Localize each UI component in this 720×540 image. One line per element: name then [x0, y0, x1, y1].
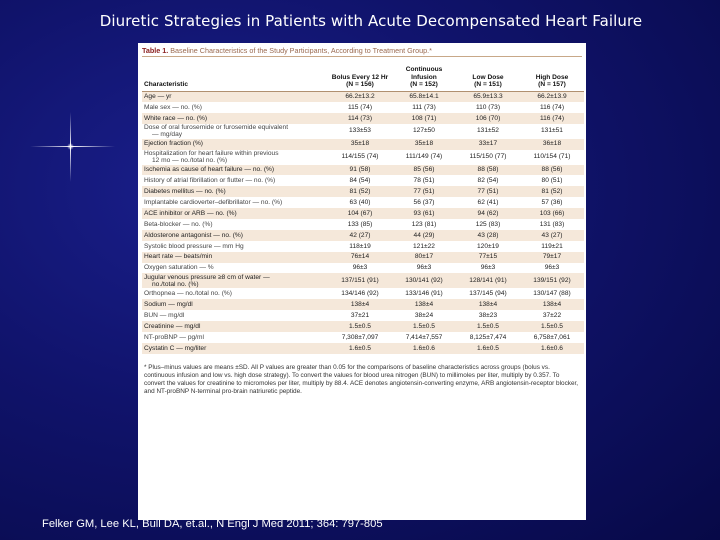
column-header-line: (N = 152) — [410, 81, 438, 88]
cell-value: 130/141 (92) — [392, 273, 456, 288]
cell-value: 8,125±7,474 — [469, 333, 507, 341]
cell-value: 93 (61) — [392, 208, 456, 219]
table-document — [138, 43, 586, 520]
table-row — [142, 186, 584, 197]
column-header-line: (N = 156) — [346, 81, 374, 88]
table-row — [142, 197, 584, 208]
cell-value: 77±15 — [456, 252, 520, 263]
cell-value: 1.5±0.5 — [392, 321, 456, 332]
table-row — [142, 288, 584, 299]
cell-value: 38±24 — [414, 311, 434, 319]
column-header-line: High Dose — [535, 73, 569, 81]
cell-value: 139/151 (92) — [520, 273, 584, 288]
table-row — [142, 124, 584, 139]
cell-value: 1.5±0.5 — [328, 321, 392, 332]
row-label — [142, 310, 328, 321]
row-label — [142, 186, 328, 197]
cell-value: 106 (70) — [456, 113, 520, 124]
row-label — [142, 321, 328, 332]
cell-value: 111/149 (74) — [405, 153, 443, 161]
row-label-line: Age — yr — [144, 92, 172, 100]
cell-value: 80±17 — [392, 252, 456, 263]
cell-value: 115/150 (77) — [469, 153, 507, 161]
cell-value: 37±22 — [542, 311, 562, 319]
citation: Felker GM, Lee KL, Bull DA, et.al., N Engl J Med 2011; 364: 797-805 — [42, 518, 383, 530]
cell-value: 137/151 (91) — [328, 273, 392, 288]
row-label-line: — mg/day — [152, 131, 183, 139]
row-label-line: Diabetes mellitus — no. (%) — [144, 188, 226, 196]
column-header-group — [520, 58, 584, 91]
cell-value: 82 (54) — [477, 177, 499, 185]
cell-value: 131±52 — [477, 127, 499, 135]
cell-value: 63 (40) — [349, 198, 371, 206]
cell-value: 114 (73) — [328, 113, 392, 124]
cell-value: 81 (52) — [328, 186, 392, 197]
row-label-line: Aldosterone antagonist — no. (%) — [144, 231, 243, 239]
cell-value: 84 (54) — [349, 177, 371, 185]
row-label — [142, 91, 328, 102]
cell-value: 80 (51) — [541, 177, 563, 185]
cell-value: 43 (28) — [456, 230, 520, 241]
cell-value: 33±17 — [456, 139, 520, 150]
row-label-line: Dose of oral furosemide or furosemide equivalent — [144, 123, 289, 131]
cell-value: 121±22 — [413, 242, 435, 250]
cell-value: 77 (51) — [456, 186, 520, 197]
row-label — [142, 288, 328, 299]
sparkle-decoration-center — [67, 143, 74, 150]
cell-value: 88 (56) — [520, 165, 584, 176]
cell-value: 7,414±7,557 — [405, 333, 443, 341]
cell-value: 120±19 — [477, 242, 499, 250]
cell-value: 96±3 — [480, 264, 496, 272]
row-label — [142, 252, 328, 263]
cell-value: 131±51 — [541, 127, 563, 135]
cell-value: 1.6±0.5 — [456, 343, 520, 354]
cell-value: 88 (58) — [456, 165, 520, 176]
table-header-row — [142, 58, 584, 91]
cell-value: 94 (62) — [456, 208, 520, 219]
table-row — [142, 252, 584, 263]
row-label-line: Ischemia as cause of heart failure — no. (%) — [144, 166, 275, 174]
cell-value: 43 (27) — [520, 230, 584, 241]
cell-value: 66.2±13.2 — [328, 91, 392, 102]
row-label — [142, 113, 328, 124]
cell-value: 108 (71) — [392, 113, 456, 124]
column-header-line: Bolus Every 12 Hr — [331, 73, 389, 81]
column-header-line: Continuous Infusion — [405, 66, 443, 81]
table-row — [142, 299, 584, 310]
cell-value: 36±18 — [520, 139, 584, 150]
cell-value: 81 (52) — [520, 186, 584, 197]
column-header-group — [328, 58, 392, 91]
row-label — [142, 332, 328, 343]
cell-value: 42 (27) — [328, 230, 392, 241]
cell-value: 1.6±0.6 — [392, 343, 456, 354]
table-row — [142, 102, 584, 113]
cell-value: 116 (74) — [539, 103, 565, 111]
cell-value: 65.8±14.1 — [392, 91, 456, 102]
column-header-characteristic — [142, 58, 328, 91]
cell-value: 1.5±0.5 — [456, 321, 520, 332]
row-label-line: Orthopnea — no./total no. (%) — [144, 290, 232, 298]
cell-value: 35±18 — [392, 139, 456, 150]
cell-value: 56 (37) — [413, 198, 435, 206]
row-label — [142, 208, 328, 219]
cell-value: 1.5±0.5 — [520, 321, 584, 332]
cell-value: 76±14 — [328, 252, 392, 263]
cell-value: 1.6±0.5 — [328, 343, 392, 354]
row-label-line: Cystatin C — mg/liter — [144, 344, 207, 352]
cell-value: 116 (74) — [520, 113, 584, 124]
table-row — [142, 165, 584, 176]
row-label-line: Jugular venous pressure ≥8 cm of water — — [144, 273, 270, 281]
column-header-group — [392, 58, 456, 91]
cell-value: 96±3 — [544, 264, 560, 272]
cell-value: 1.6±0.6 — [520, 343, 584, 354]
cell-value: 91 (58) — [328, 165, 392, 176]
row-label-line: History of atrial fibrillation or flutter — no. (%) — [144, 177, 276, 185]
table-row — [142, 263, 584, 274]
cell-value: 66.2±13.9 — [520, 91, 584, 102]
row-label — [142, 150, 328, 165]
table-row — [142, 273, 584, 288]
column-header-line: Characteristic — [144, 81, 188, 88]
cell-value: 96±3 — [352, 264, 368, 272]
table-row — [142, 230, 584, 241]
row-label — [142, 241, 328, 252]
cell-value: 85 (56) — [392, 165, 456, 176]
cell-value: 62 (41) — [477, 198, 499, 206]
row-label — [142, 230, 328, 241]
cell-value: 138±4 — [392, 299, 456, 310]
cell-value: 35±18 — [328, 139, 392, 150]
row-label — [142, 175, 328, 186]
cell-value: 7,308±7,097 — [341, 333, 379, 341]
row-label — [142, 343, 328, 354]
column-header-line: (N = 157) — [538, 81, 566, 88]
cell-value: 138±4 — [520, 299, 584, 310]
table-row — [142, 150, 584, 165]
row-label-line: Sodium — mg/dl — [144, 301, 193, 309]
cell-value: 57 (36) — [541, 198, 563, 206]
row-label — [142, 273, 328, 288]
row-label-line: Creatinine — mg/dl — [144, 322, 201, 330]
table-row — [142, 343, 584, 354]
row-label-line: Implantable cardioverter–defibrillator — no. (%) — [144, 198, 283, 206]
cell-value: 114/155 (74) — [341, 153, 379, 161]
cell-value: 131 (83) — [539, 220, 565, 228]
row-label — [142, 102, 328, 113]
cell-value: 138±4 — [328, 299, 392, 310]
row-label-line: Male sex — no. (%) — [144, 103, 202, 111]
cell-value: 127±50 — [413, 127, 435, 135]
cell-value: 65.9±13.3 — [456, 91, 520, 102]
row-label-line: Systolic blood pressure — mm Hg — [144, 242, 244, 250]
baseline-table — [142, 58, 584, 354]
table-row — [142, 321, 584, 332]
row-label — [142, 139, 328, 150]
table-footnote: * Plus–minus values are means ±SD. All P values are greater than 0.05 for the comparisons of baseline characteristics across groups (bolus vs. continuous infusion and low vs. high dose strategy). To convert the values for blood urea nitrogen (BUN) to millimoles per liter, multiply by 0.357. To convert the values for creatinine to micromoles per liter, multiply by 88.4. ACE denotes angiotensin-converting enzyme, ARB angiotensin-receptor blocker, and NT-proBNP N-terminal pro-brain natriuretic peptide. — [144, 363, 579, 396]
cell-value: 130/147 (88) — [533, 290, 571, 298]
table-row — [142, 139, 584, 150]
table-row — [142, 241, 584, 252]
cell-value: 128/141 (91) — [456, 273, 520, 288]
cell-value: 137/145 (94) — [469, 290, 507, 298]
cell-value: 38±23 — [478, 311, 498, 319]
cell-value: 133/146 (91) — [405, 290, 443, 298]
cell-value: 111 (73) — [412, 103, 436, 111]
table-row — [142, 310, 584, 321]
row-label — [142, 165, 328, 176]
cell-value: 133±53 — [349, 127, 371, 135]
cell-value: 110 (73) — [475, 103, 501, 111]
column-header-group — [456, 58, 520, 91]
table-row — [142, 208, 584, 219]
cell-value: 118±19 — [349, 242, 371, 250]
row-label — [142, 124, 328, 139]
table-title-text: Baseline Characteristics of the Study Participants, According to Treatment Group.* — [168, 46, 432, 55]
table-row — [142, 91, 584, 102]
table-row — [142, 175, 584, 186]
row-label-line: Heart rate — beats/min — [144, 253, 213, 261]
cell-value: 6,758±7,061 — [533, 333, 571, 341]
row-label-line: Beta-blocker — no. (%) — [144, 220, 213, 228]
cell-value: 134/146 (92) — [341, 290, 379, 298]
table-title-number: Table 1. — [142, 46, 169, 55]
row-label-line: no./total no. (%) — [152, 280, 199, 288]
row-label — [142, 263, 328, 274]
column-header-line: Low Dose — [472, 73, 504, 81]
row-label-line: Hospitalization for heart failure within previous — [144, 149, 279, 157]
row-label — [142, 299, 328, 310]
table-row — [142, 332, 584, 343]
row-label-line: ACE inhibitor or ARB — no. (%) — [144, 209, 237, 217]
cell-value: 44 (29) — [392, 230, 456, 241]
table-row — [142, 219, 584, 230]
row-label-line: Ejection fraction (%) — [144, 140, 203, 148]
column-header-line: (N = 151) — [474, 81, 502, 88]
table-row — [142, 113, 584, 124]
row-label — [142, 219, 328, 230]
table-body — [142, 91, 584, 354]
cell-value: 103 (66) — [520, 208, 584, 219]
row-label-line: White race — no. (%) — [144, 114, 208, 122]
cell-value: 77 (51) — [392, 186, 456, 197]
cell-value: 110/154 (71) — [533, 153, 571, 161]
cell-value: 79±17 — [520, 252, 584, 263]
row-label-line: NT-proBNP — pg/ml — [144, 333, 204, 341]
cell-value: 115 (74) — [347, 103, 373, 111]
table-title — [142, 45, 582, 57]
cell-value: 37±21 — [350, 311, 370, 319]
cell-value: 133 (85) — [347, 220, 373, 228]
cell-value: 104 (67) — [328, 208, 392, 219]
cell-value: 138±4 — [456, 299, 520, 310]
row-label-line: Oxygen saturation — % — [144, 264, 214, 272]
row-label-line: 12 mo — no./total no. (%) — [152, 157, 228, 165]
cell-value: 123 (81) — [411, 220, 437, 228]
row-label-line: BUN — mg/dl — [144, 311, 185, 319]
cell-value: 119±21 — [541, 242, 563, 250]
row-label — [142, 197, 328, 208]
cell-value: 78 (51) — [413, 177, 435, 185]
cell-value: 125 (83) — [475, 220, 501, 228]
slide-title: Diuretic Strategies in Patients with Acute Decompensated Heart Failure — [99, 12, 643, 30]
cell-value: 96±3 — [416, 264, 432, 272]
